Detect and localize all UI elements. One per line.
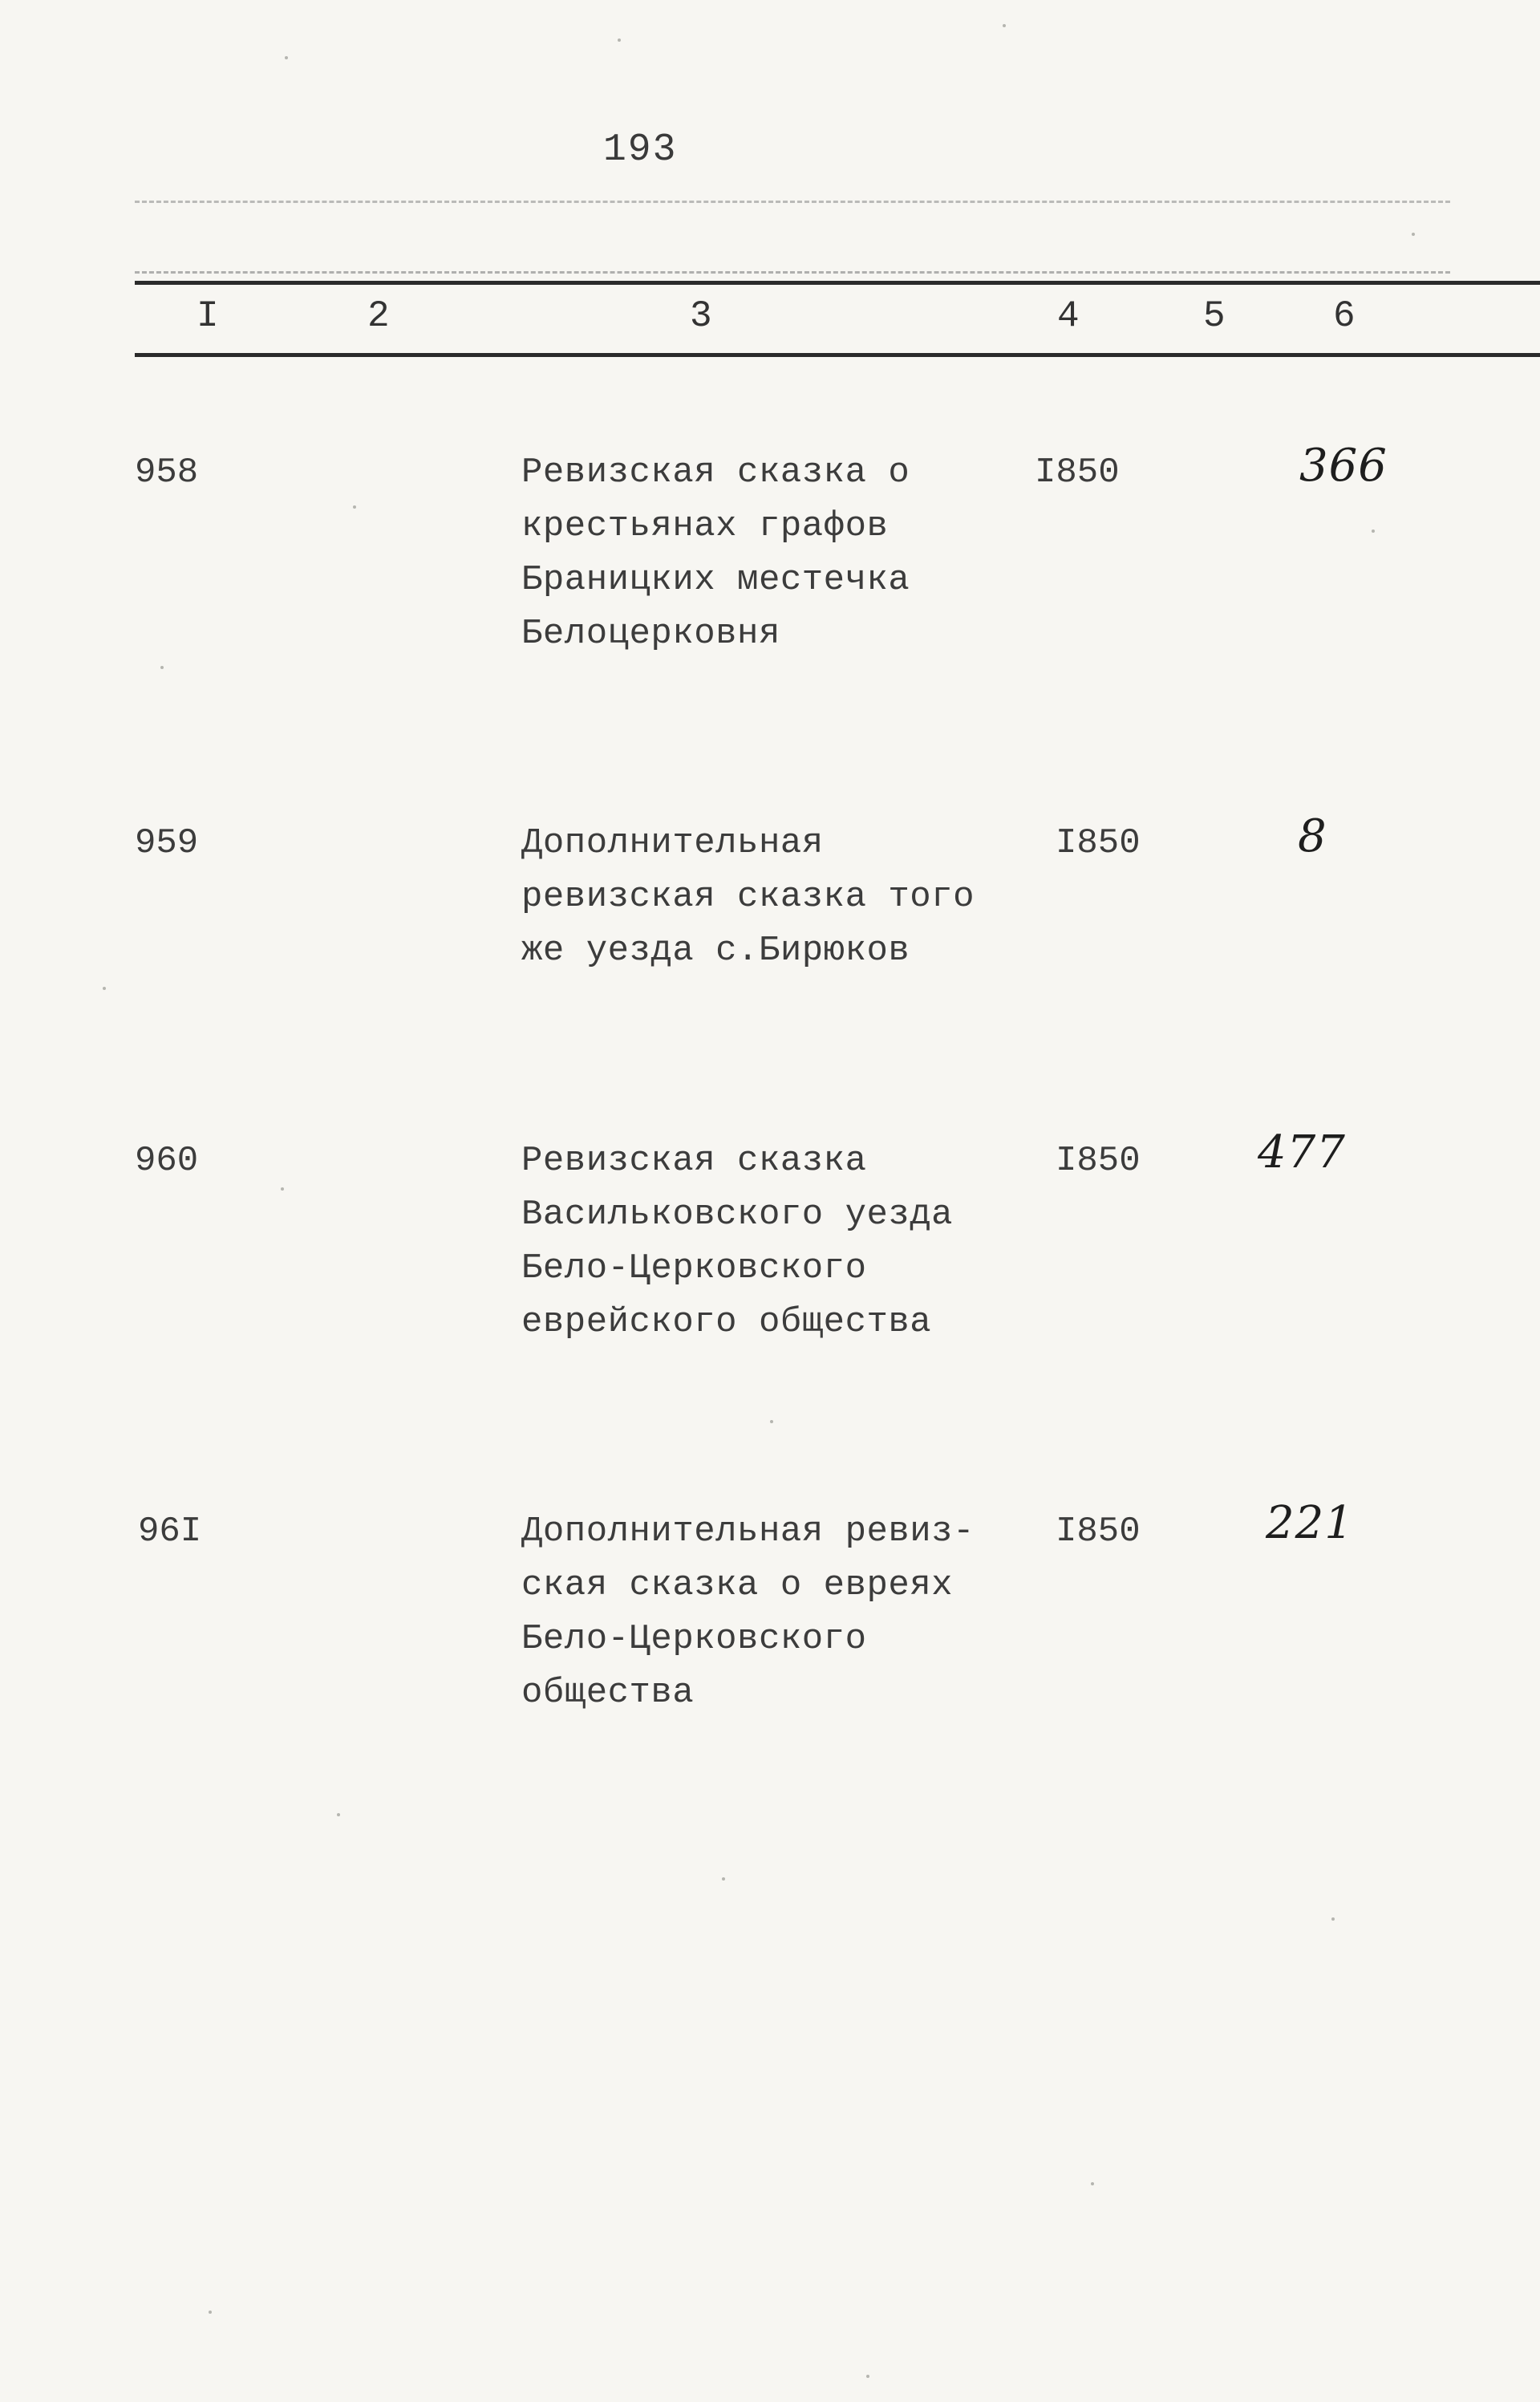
description-line: ревизская сказка того	[521, 877, 975, 917]
entry-sheet-count: 366	[1299, 440, 1388, 492]
scan-speck	[722, 1877, 725, 1881]
scan-speck	[1372, 529, 1375, 533]
description-line: Дополнительная ревиз-	[521, 1511, 975, 1552]
page-number: 193	[603, 128, 678, 172]
table-header-rule-bottom	[135, 353, 1540, 357]
entry-description	[521, 1505, 1035, 1720]
scan-speck	[353, 505, 356, 509]
scan-speck	[209, 2311, 212, 2314]
description-line: Браницких местечка	[521, 560, 910, 600]
scan-speck	[281, 1187, 284, 1191]
column-header-3: 3	[690, 295, 712, 337]
scan-speck	[1003, 24, 1006, 27]
description-line: же уезда с.Бирюков	[521, 931, 910, 971]
column-header-6: 6	[1333, 295, 1356, 337]
scan-speck	[866, 2375, 869, 2378]
entry-description	[521, 817, 1035, 978]
entry-year: I850	[1035, 452, 1120, 493]
scan-speck	[337, 1813, 340, 1816]
entry-number: 958	[135, 452, 199, 493]
description-line: Бело-Церковского	[521, 1248, 867, 1288]
description-line: Дополнительная	[521, 823, 824, 863]
column-header-2: 2	[367, 295, 390, 337]
entry-number: 96I	[138, 1511, 202, 1552]
description-line: общества	[521, 1673, 695, 1713]
column-header-4: 4	[1057, 295, 1080, 337]
column-header-1: I	[197, 295, 219, 337]
entry-sheet-count: 8	[1298, 810, 1327, 862]
table-header-rule-top	[135, 281, 1540, 285]
description-line: ская сказка о евреях	[521, 1565, 954, 1605]
scan-speck	[160, 666, 164, 669]
description-line: Белоцерковня	[521, 614, 780, 654]
scan-speck	[1412, 233, 1415, 236]
description-line: Ревизская сказка	[521, 1141, 867, 1181]
scan-speck	[1091, 2182, 1094, 2185]
description-line: еврейского общества	[521, 1302, 932, 1342]
description-line: Васильковского уезда	[521, 1195, 954, 1235]
scan-speck	[103, 987, 106, 990]
entry-number: 960	[135, 1141, 199, 1181]
scan-speck	[1331, 1917, 1335, 1921]
scan-speck	[618, 39, 621, 42]
entry-year: I850	[1056, 1511, 1141, 1552]
entry-sheet-count: 221	[1266, 1497, 1354, 1549]
scan-speck	[285, 56, 288, 59]
description-line: крестьянах графов	[521, 506, 889, 546]
entry-description	[521, 1134, 1035, 1349]
entry-number: 959	[135, 823, 199, 863]
column-header-5: 5	[1203, 295, 1226, 337]
entry-sheet-count: 477	[1258, 1126, 1346, 1179]
description-line: Ревизская сказка о	[521, 452, 910, 493]
entry-description	[521, 446, 1035, 661]
dashed-line-upper	[135, 201, 1450, 203]
description-line: Бело-Церковского	[521, 1619, 867, 1659]
scan-speck	[770, 1420, 773, 1423]
dashed-line-lower	[135, 271, 1450, 274]
entry-year: I850	[1056, 823, 1141, 863]
entry-year: I850	[1056, 1141, 1141, 1181]
